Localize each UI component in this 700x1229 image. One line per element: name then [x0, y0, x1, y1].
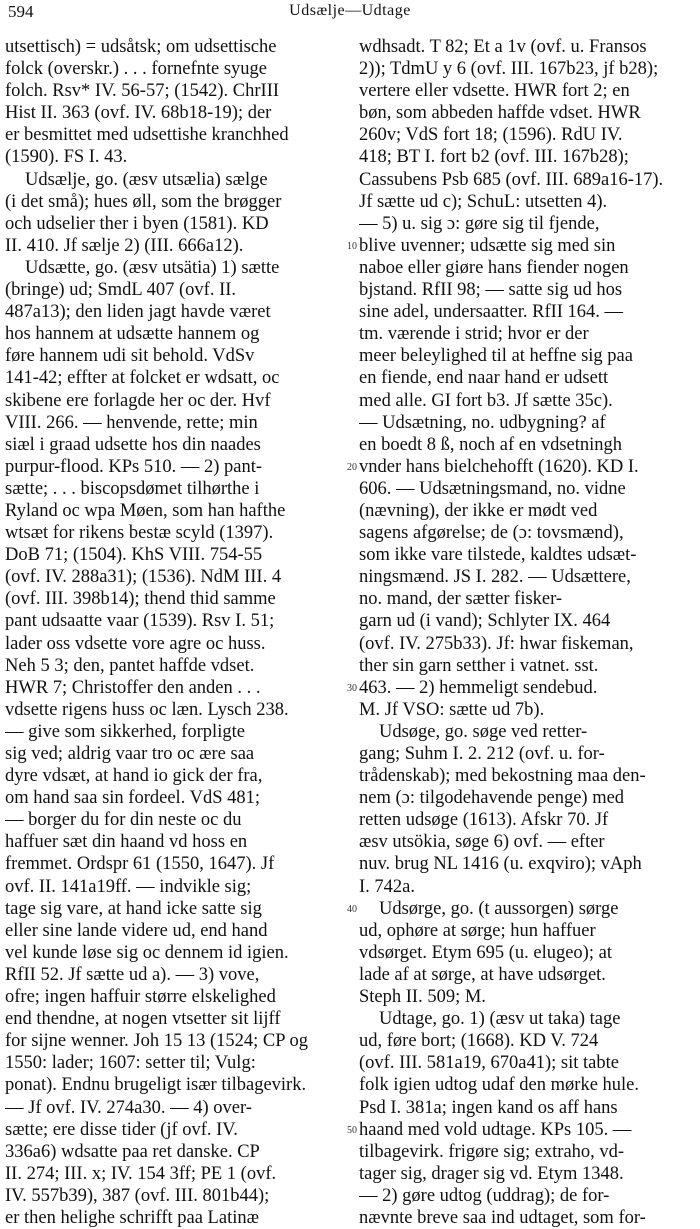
text-line: ofre; ingen haffuir større elskelighed — [5, 987, 276, 1008]
text-line: 418; BT I. fort b2 (ovf. III. 167b28); — [359, 147, 629, 168]
text-line: ponat). Endnu brugeligt især tilbagevirk. — [5, 1075, 307, 1096]
text-line: ud, ophøre at sørge; hun haffuer — [359, 920, 596, 941]
text-line: bøn, som abbeden haffde vdset. HWR — [359, 103, 641, 124]
text-line: 487a13); den liden jagt havde været — [5, 302, 271, 323]
text-line: folck (overskr.) . . . fornefnte syuge — [5, 59, 267, 80]
text-line: — give som sikkerhed, forpligte — [5, 721, 245, 742]
text-line: Ryland oc wpa Møen, som han hafthe — [5, 500, 286, 521]
text-line: for sijne wenner. Joh 15 13 (1524; CP og — [5, 1031, 309, 1052]
text-line: purpur-flood. KPs 510. — 2) pant- — [5, 456, 263, 477]
text-line: (ovf. III. 581a19, 670a41); sit tabte — [359, 1053, 619, 1074]
text-line: folk igien udtog udaf den mørke hule. — [359, 1075, 640, 1096]
text-line: retten udsøge (1613). Afskr 70. Jf — [359, 810, 609, 831]
text-line: siæl i graad udsette hos din naades — [5, 434, 261, 455]
text-line: Neh 5 3; den, pantet haffde vdset. — [5, 655, 255, 676]
text-line: om hand saa sin fordeel. VdS 481; — [5, 788, 261, 809]
text-line: — Udsætning, no. udbygning? af — [359, 412, 606, 433]
text-line: II. 274; III. x; IV. 154 3ff; PE 1 (ovf. — [5, 1163, 277, 1184]
text-line: Steph II. 509; M. — [359, 987, 486, 1008]
text-line: vertere eller vdsette. HWR fort 2; en — [359, 81, 630, 102]
text-line: 141-42; effter at folcket er wdsatt, oc — [5, 368, 280, 389]
text-line: vnder hans bielchehofft (1620). KD I. — [359, 456, 639, 477]
text-line: (ovf. III. 398b14); thend thid samme — [5, 589, 276, 610]
text-line: (i det små); hues øll, som the brøgger — [5, 191, 282, 212]
text-line: pant udsaatte vaar (1539). Rsv I. 51; — [5, 611, 275, 632]
text-line: Udtage, go. 1) (æsv ut taka) tage — [379, 1009, 621, 1030]
text-line: naboe eller giøre hans fiender nogen — [359, 257, 629, 278]
text-line: (nævning), der ikke er mødt ved — [359, 500, 598, 521]
text-line: æsv utsökia, søge 6) ovf. — efter — [359, 832, 605, 853]
text-line: tm. værende i strid; hvor er der — [359, 324, 589, 345]
text-line: vdsette rigens huss oc læn. Lysch 238. — [5, 699, 289, 720]
text-line: som ikke vare tilstede, kaldtes udsæt- — [359, 545, 637, 566]
text-line: ther sin garn setther i vatnet. sst. — [359, 655, 599, 676]
text-line: meer beleylighed til at heffne sig paa — [359, 346, 633, 367]
text-line: HWR 7; Christoffer den anden . . . — [5, 677, 261, 698]
page-number: 594 — [8, 2, 34, 21]
text-line: sig ved; aldrig vaar tro oc ære saa — [5, 744, 255, 764]
text-line: haffuer sæt din haand vd hoss en — [5, 832, 248, 853]
text-line: eller sine lande videre ud, end hand — [5, 920, 268, 941]
text-line: I. 742a. — [359, 876, 415, 897]
text-line: Udsælje, go. (æsv utsælia) sælge — [25, 169, 268, 190]
text-line: en fiende, end naar hand er udsett — [359, 368, 609, 389]
text-line: tager sig, drager sig vd. Etym 1348. — [359, 1163, 624, 1184]
text-line: 463. — 2) hemmeligt sendebud. — [359, 677, 598, 698]
text-line: haand med vold udtage. KPs 105. — — [359, 1119, 632, 1140]
running-head: Udsælje—Udtage — [289, 2, 411, 19]
text-line: Udsørge, go. (t aussorgen) sørge — [379, 898, 619, 919]
text-line: utsettisch) = udsåtsk; om udsettische — [5, 37, 277, 57]
text-line: garn ud (i vand); Schlyter IX. 464 — [359, 611, 611, 632]
text-line: (bringe) ud; SmdL 407 (ovf. II. — [5, 280, 237, 301]
page-header — [8, 2, 692, 24]
text-line: Cassubens Psb 685 (ovf. III. 689a16-17). — [359, 169, 664, 190]
text-line: sætte; ere disse tider (jf ovf. IV. — [5, 1119, 238, 1140]
line-marker: 20 — [347, 461, 357, 473]
text-line: gang; Suhm I. 2. 212 (ovf. u. for- — [359, 744, 605, 764]
text-line: tilbagevirk. frigøre sig; extraho, vd- — [359, 1141, 625, 1162]
text-line: 1550: lader; 1607: setter til; Vulg: — [5, 1053, 256, 1074]
text-line: wdhsadt. T 82; Et a 1v (ovf. u. Fransos — [359, 37, 647, 57]
text-line: Psd I. 381a; ingen kand os aff hans — [359, 1097, 618, 1118]
text-line: nævnte breve saa ind udtaget, som for- — [359, 1207, 646, 1228]
text-line: M. Jf VSO: sætte ud 7b). — [359, 699, 545, 720]
text-line: Udsætte, go. (æsv utsätia) 1) sætte — [25, 257, 280, 278]
text-line: lade af at sørge, at have udsørget. — [359, 964, 606, 985]
text-line: en boedt 8 ß, noch af en vdsetningh — [359, 434, 623, 455]
text-line: 336a6) wdsatte paa ret danske. CP — [5, 1141, 260, 1162]
text-line: (ovf. IV. 275b33). Jf: hwar fiskeman, — [359, 633, 634, 654]
text-line: II. 410. Jf sælje 2) (III. 666a12). — [5, 235, 244, 256]
text-line: ud, føre bort; (1668). KD V. 724 — [359, 1031, 599, 1052]
text-line: ningsmænd. JS I. 282. — Udsættere, — [359, 567, 631, 588]
text-line: och udselier ther i byen (1581). KD — [5, 213, 269, 234]
text-line: bjstand. RfII 98; — satte sig ud hos — [359, 280, 623, 301]
text-line: — 5) u. sig ɔ: gøre sig til fjende, — [359, 213, 600, 234]
text-line: er besmittet med udsettishe kranchhed — [5, 125, 289, 146]
text-line: trådenskab); med bekostning maa den- — [359, 766, 646, 787]
text-line: sagens afgørelse; de (ɔ: tovsmænd), — [359, 523, 624, 544]
text-line: (1590). FS I. 43. — [5, 147, 128, 168]
text-line: Udsøge, go. søge ved retter- — [379, 721, 588, 742]
text-line: — Jf ovf. IV. 274a30. — 4) over- — [5, 1097, 252, 1118]
text-line: sætte; . . . biscopsdømet tilhørthe i — [5, 478, 260, 499]
text-line: lader oss vdsette vore agre oc huss. — [5, 633, 266, 654]
text-line: vdsørget. Etym 695 (u. elugeo); at — [359, 942, 612, 963]
text-line: no. mand, der sætter fisker- — [359, 589, 563, 610]
text-line: føre hannem udi sit behold. VdSv — [5, 346, 255, 367]
text-line: ovf. II. 141a19ff. — indvikle sig; — [5, 876, 252, 897]
left-column — [5, 36, 345, 1229]
text-line: wtsæt for rikens bestæ scyld (1397). — [5, 523, 274, 544]
text-line: RfII 52. Jf sætte ud a). — 3) vove, — [5, 964, 260, 985]
text-line: skibene ere forlagde her oc der. Hvf — [5, 390, 271, 411]
text-line: med alle. GI fort b3. Jf sætte 35c). — [359, 390, 613, 411]
line-marker: 50 — [347, 1124, 357, 1136]
text-line: blive uvenner; udsætte sig med sin — [359, 235, 616, 256]
line-marker: 30 — [347, 682, 357, 694]
text-line: IV. 557b39), 387 (ovf. III. 801b44); — [5, 1185, 270, 1206]
right-column — [359, 36, 699, 1229]
text-line: — borger du for din neste oc du — [5, 810, 242, 831]
text-line: — 2) gøre udtog (uddrag); de for- — [359, 1185, 610, 1206]
text-line: folch. Rsv* IV. 56-57; (1542). ChrIII — [5, 81, 280, 102]
text-line: (ovf. IV. 288a31); (1536). NdM III. 4 — [5, 567, 282, 588]
text-line: fremmet. Ordspr 61 (1550, 1647). Jf — [5, 854, 275, 875]
text-line: VIII. 266. — henvende, rette; min — [5, 412, 258, 433]
text-line: 260v; VdS fort 18; (1596). RdU IV. — [359, 125, 623, 146]
text-line: Jf sætte ud c); SchuL: utsetten 4). — [359, 191, 608, 212]
text-line: DoB 71; (1504). KhS VIII. 754-55 — [5, 545, 263, 566]
text-line: 606. — Udsætningsmand, no. vidne — [359, 478, 626, 499]
line-marker: 10 — [347, 240, 357, 252]
text-line: tage sig vare, at hand icke satte sig — [5, 898, 262, 919]
text-line: vel kunde løse sig oc dennem id igien. — [5, 942, 289, 963]
text-line: 2)); TdmU y 6 (ovf. III. 167b23, jf b28); — [359, 59, 659, 80]
text-line: end thendne, at nogen vtsetter sit lijff — [5, 1009, 281, 1030]
line-marker: 40 — [347, 903, 357, 915]
text-line: hos hannem at udsætte hannem og — [5, 324, 260, 345]
text-line: er then helighe schrifft paa Latinæ — [5, 1207, 259, 1228]
text-line: Hist II. 363 (ovf. IV. 68b18-19); der — [5, 103, 272, 124]
text-line: dyre vdsæt, at hand io gick der fra, — [5, 766, 263, 787]
text-line: nem (ɔ: tilgodehavende penge) med — [359, 788, 625, 809]
text-line: sine adel, undersaatter. RfII 164. — — [359, 302, 624, 323]
text-line: nuv. brug NL 1416 (u. exqviro); vAph — [359, 854, 642, 875]
